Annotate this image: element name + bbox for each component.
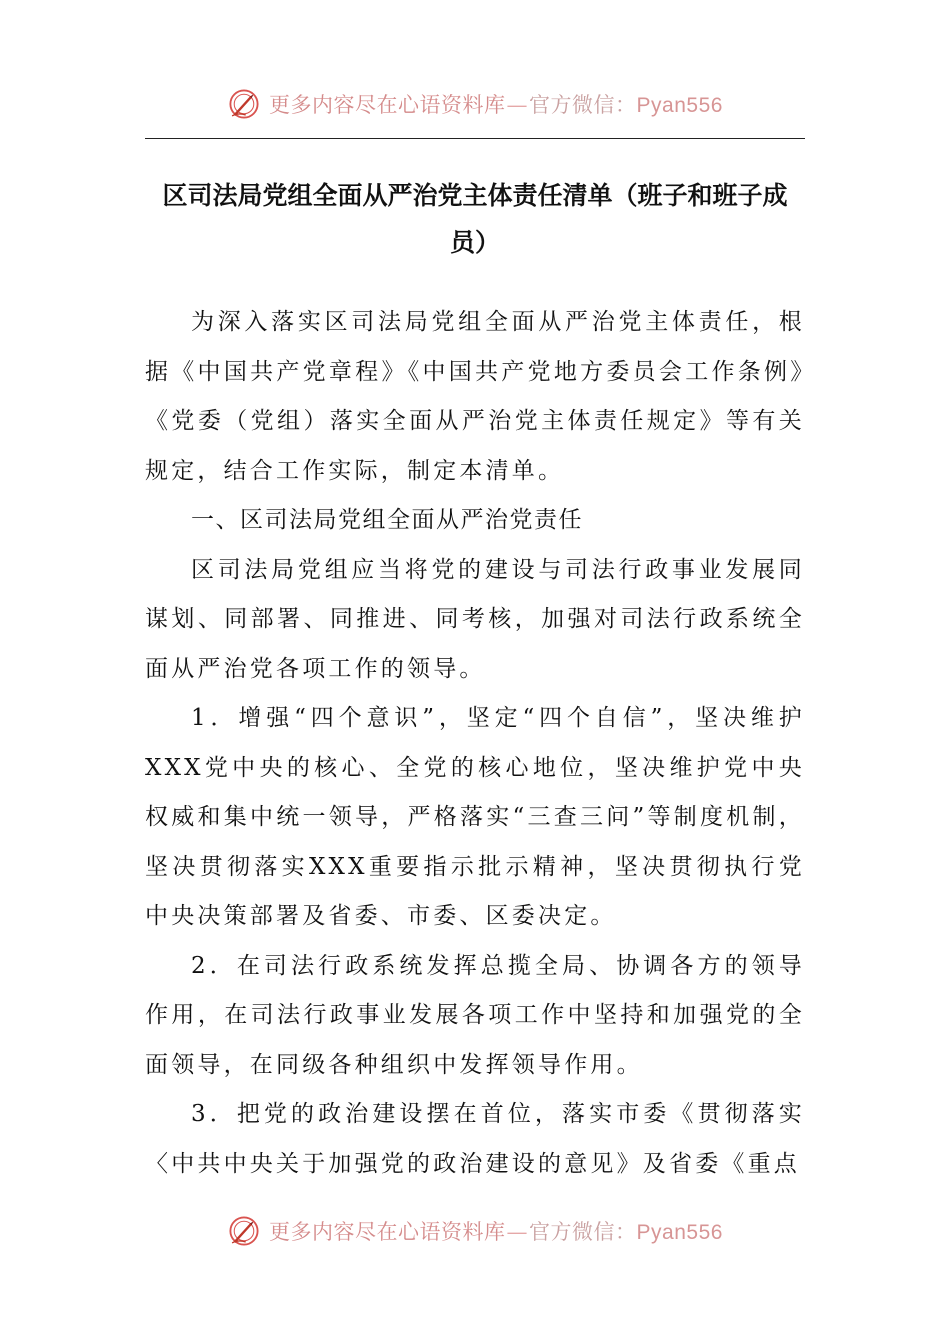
watermark-text	[269, 89, 723, 119]
watermark-dash: —	[506, 1220, 529, 1244]
watermark-dash: —	[506, 93, 529, 117]
list-item-3: 3．把党的政治建设摆在首位，落实市委《贯彻落实〈中共中央关于加强党的政治建设的意见》及省委《重点	[145, 1101, 805, 1177]
watermark-wechat-id: Pyan556	[636, 1221, 723, 1244]
watermark-header	[0, 84, 950, 124]
watermark-wechat-label: 官方微信：	[529, 93, 637, 117]
pen-nib-logo-icon	[227, 87, 261, 121]
watermark-wechat-label: 官方微信：	[529, 1220, 637, 1244]
watermark-main-text: 更多内容尽在心语资料库	[269, 1220, 506, 1244]
watermark-main-text: 更多内容尽在心语资料库	[269, 93, 506, 117]
header-divider	[145, 138, 805, 139]
watermark-text	[269, 1216, 723, 1246]
intro-paragraph: 为深入落实区司法局党组全面从严治党主体责任，根据《中国共产党章程》《中国共产党地方委员会工作条例》《党委（党组）落实全面从严治党主体责任规定》等有关规定，结合工作实际，制定本清单。	[145, 309, 805, 484]
list-item-1: 1．增强“四个意识”，坚定“四个自信”，坚决维护XXX党中央的核心、全党的核心地位，坚决维护党中央权威和集中统一领导，严格落实“三查三问”等制度机制，坚决贯彻落实XXX重要指示批示精神，坚决贯彻执行党中央决策部署及省委、市委、区委决定。	[145, 705, 805, 929]
list-item-2: 2．在司法行政系统发挥总揽全局、协调各方的领导作用，在司法行政事业发展各项工作中坚持和加强党的全面领导，在同级各种组织中发挥领导作用。	[145, 952, 805, 1078]
section-1-paragraph: 区司法局党组应当将党的建设与司法行政事业发展同谋划、同部署、同推进、同考核，加强对司法行政系统全面从严治党各项工作的领导。	[145, 556, 805, 682]
document-body	[145, 298, 805, 1189]
watermark-wechat-id: Pyan556	[636, 94, 723, 117]
section-1-heading: 一、区司法局党组全面从严治党责任	[191, 507, 583, 533]
document-title: 区司法局党组全面从严治党主体责任清单（班子和班子成员）	[162, 181, 788, 257]
watermark-footer	[0, 1211, 950, 1251]
pen-nib-logo-icon	[227, 1214, 261, 1248]
